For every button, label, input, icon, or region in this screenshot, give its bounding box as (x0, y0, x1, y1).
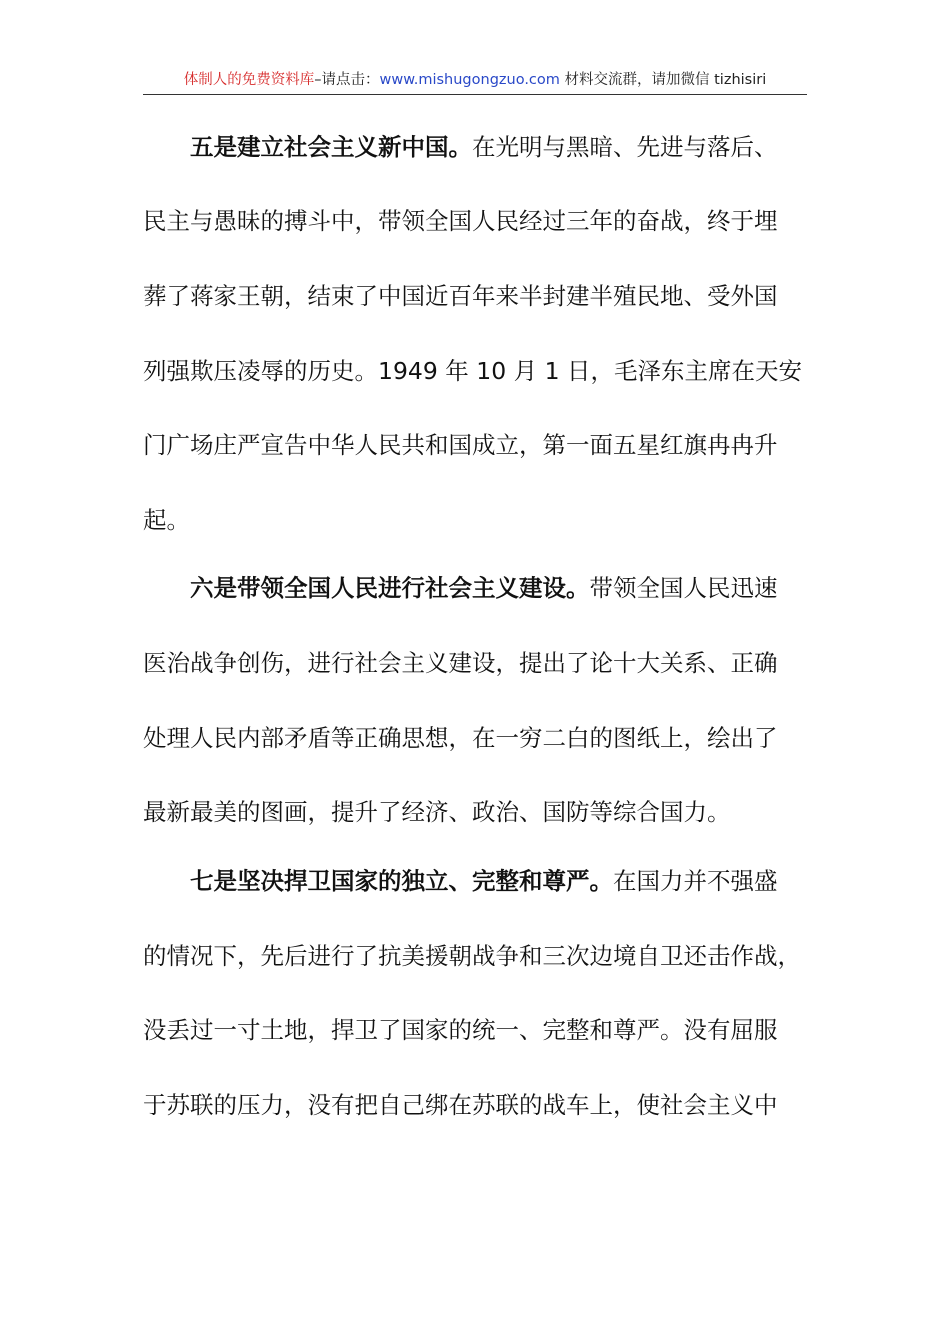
paragraph-5-text: 在光明与黑暗、先进与落后、 (472, 133, 778, 161)
paragraph-5-line-6: 起。 (143, 506, 190, 534)
paragraph-5-line-5: 门广场庄严宣告中华人民共和国成立，第一面五星红旗冉冉升 (143, 431, 778, 459)
paragraph-5-line-3: 葬了蒋家王朝，结束了中国近百年来半封建半殖民地、受外国 (143, 282, 778, 310)
paragraph-6-heading: 六是带领全国人民进行社会主义建设。 (190, 574, 590, 602)
header-brand: 体制人的免费资料库 (183, 72, 315, 88)
paragraph-5-line-1 (190, 127, 778, 167)
paragraph-6-line-3: 处理人民内部矛盾等正确思想，在一穷二白的图纸上，绘出了 (143, 724, 778, 752)
header-click-prompt: –请点击： (314, 72, 380, 88)
paragraph-7-line-4: 于苏联的压力，没有把自己绑在苏联的战车上，使社会主义中 (143, 1091, 778, 1119)
paragraph-6-line-2: 医治战争创伤，进行社会主义建设，提出了论十大关系、正确 (143, 649, 778, 677)
paragraph-6-line-4: 最新最美的图画，提升了经济、政治、国防等综合国力。 (143, 798, 731, 826)
paragraph-6-text: 带领全国人民迅速 (589, 574, 778, 602)
paragraph-7-text: 在国力并不强盛 (613, 867, 778, 895)
paragraph-5-line-4: 列强欺压凌辱的历史。1949 年 10 月 1 日，毛泽东主席在天安 (143, 357, 803, 385)
paragraph-5-heading: 五是建立社会主义新中国。 (190, 133, 472, 161)
paragraph-6-line-1 (190, 568, 778, 608)
paragraph-7-heading: 七是坚决捍卫国家的独立、完整和尊严。 (190, 867, 613, 895)
paragraph-7-line-2: 的情况下，先后进行了抗美援朝战争和三次边境自卫还击作战， (143, 942, 801, 970)
header-url-link[interactable]: www.mishugongzuo.com (379, 72, 560, 88)
page-header (143, 68, 807, 95)
paragraph-7-line-3: 没丢过一寸土地，捍卫了国家的统一、完整和尊严。没有屈服 (143, 1016, 778, 1044)
header-contact-text: 材料交流群，请加微信 tizhisiri (559, 72, 767, 88)
paragraph-7-line-1 (190, 861, 778, 901)
paragraph-5-line-2: 民主与愚昧的搏斗中，带领全国人民经过三年的奋战，终于埋 (143, 207, 778, 235)
